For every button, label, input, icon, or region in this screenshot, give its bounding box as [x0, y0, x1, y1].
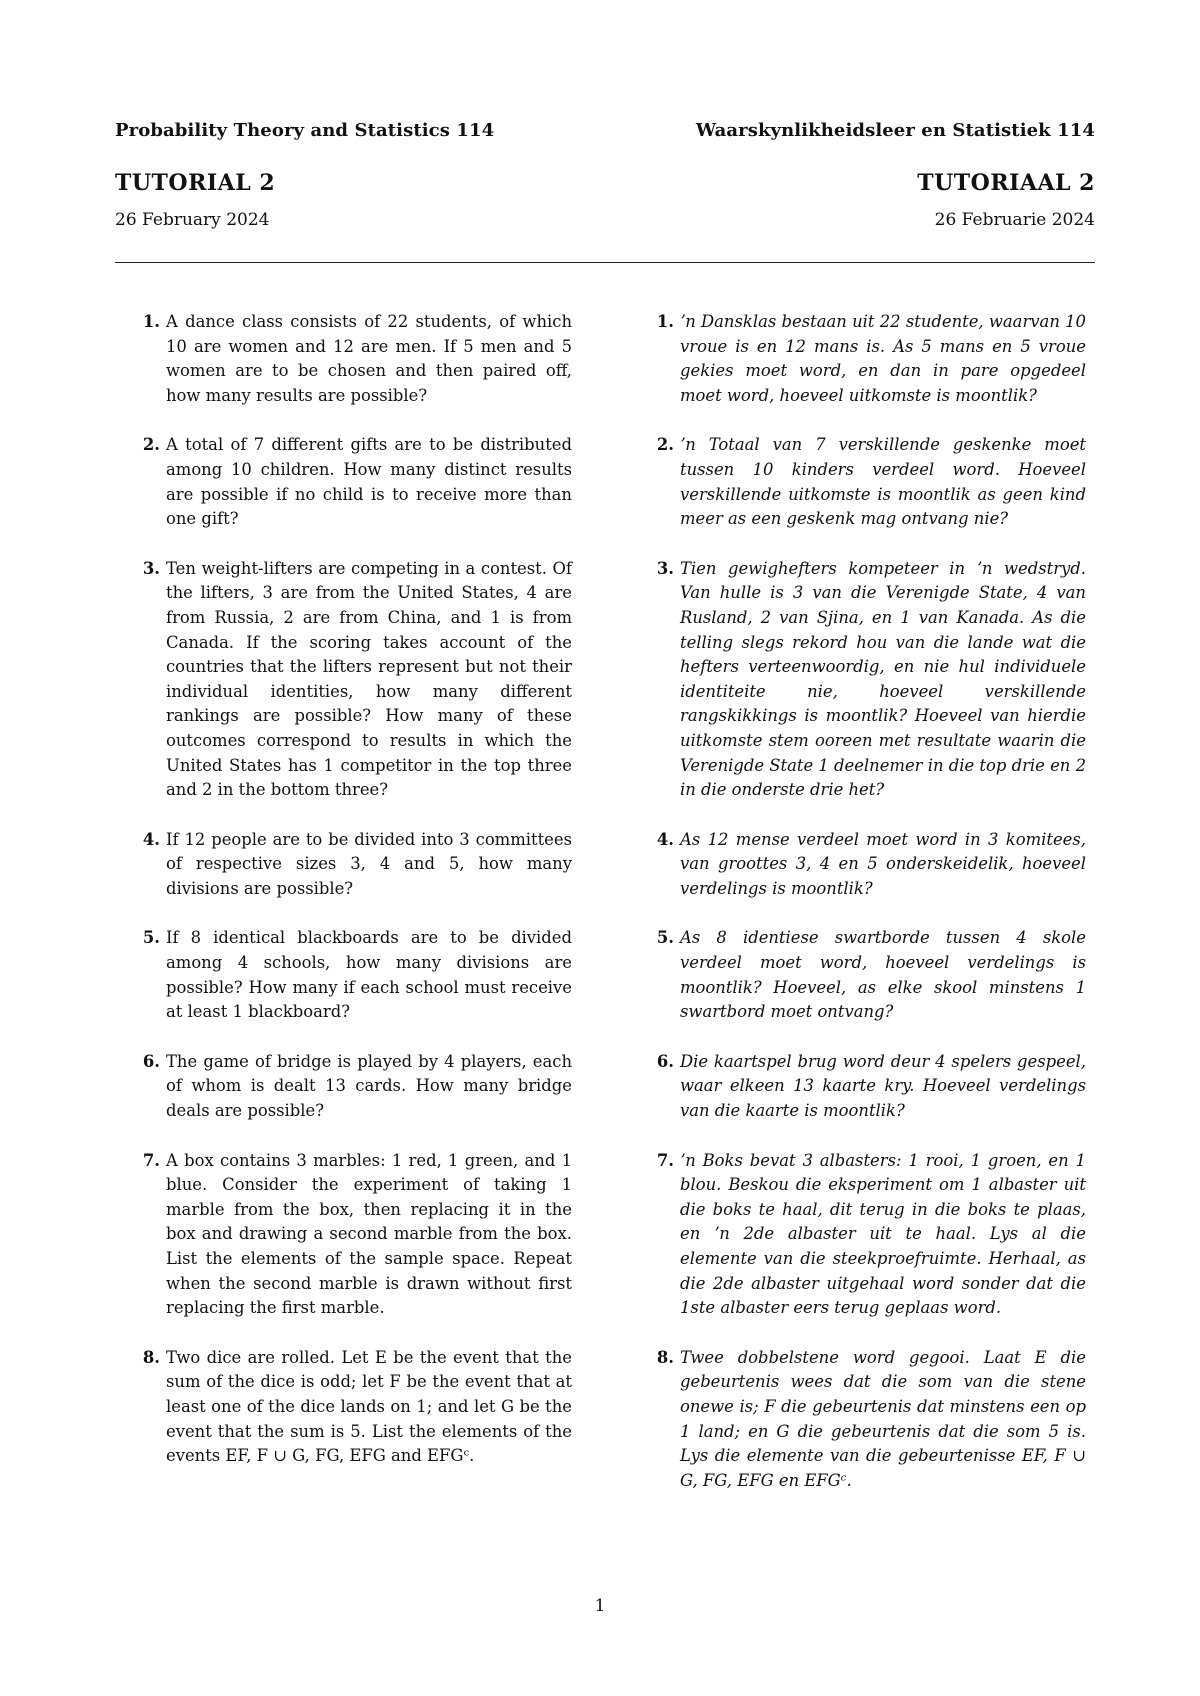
question-text: Tien gewighefters kompeteer in ʼn wedstryd. Van hulle is 3 van die Verenigde State, 4 van Rusland, 2 van Sjina, en 1 van Kanada. As die telling slegs rekord hou van die lande wat die hefters verteenwoordig, en nie hul individuele identiteite nie, hoeveel verskillende rangskikkings is moontlik? Hoeveel van hierdie uitkomste stem ooreen met resultate waarin die Verenigde State 1 deelnemer in die top drie en 2 in die onderste drie het? [680, 558, 1086, 800]
question-number: 8. [656, 1347, 674, 1367]
question-text: ʼn Totaal van 7 verskillende geskenke moet tussen 10 kinders verdeel word. Hoeveel verskillende uitkomste is moontlik as geen kind meer as een geskenk mag ontvang nie? [680, 435, 1086, 529]
course-title-en: Probability Theory and Statistics 114 [115, 120, 495, 141]
question-item [132, 1149, 572, 1321]
question-number: 7. [656, 1150, 674, 1170]
question-number: 5. [656, 928, 674, 948]
course-title-af: Waarskynlikheidsleer en Statistiek 114 [695, 120, 1095, 141]
question-item [646, 557, 1086, 803]
question-number: 3. [656, 558, 674, 578]
question-number: 6. [656, 1051, 674, 1071]
question-item [646, 1346, 1086, 1494]
question-item [646, 926, 1086, 1024]
question-text: If 8 identical blackboards are to be divided among 4 schools, how many divisions are possible? How many if each school must receive at least 1 blackboard? [166, 928, 572, 1022]
question-text: A box contains 3 marbles: 1 red, 1 green, and 1 blue. Consider the experiment of taking 1 marble from the box, then replacing it in the box and drawing a second marble from the box. List the elements of the sample space. Repeat when the second marble is drawn without first replacing the first marble. [166, 1150, 572, 1318]
question-text: A total of 7 different gifts are to be distributed among 10 children. How many distinct results are possible if no child is to receive more than one gift? [166, 435, 572, 529]
course-header [115, 120, 1095, 141]
question-text: As 12 mense verdeel moet word in 3 komitees, van groottes 3, 4 en 5 onderskeidelik, hoeveel verdelings is moontlik? [680, 829, 1086, 898]
tutorial-title-row [115, 170, 1095, 196]
question-item [132, 926, 572, 1024]
question-item [132, 1346, 572, 1469]
question-number: 5. [142, 928, 160, 948]
question-number: 2. [656, 435, 674, 455]
question-text: ʼn Dansklas bestaan uit 22 studente, waarvan 10 vroue is en 12 mans is. As 5 mans en 5 vroue gekies moet word, en dan in pare opgedeel moet word, hoeveel uitkomste is moontlik? [680, 312, 1086, 405]
date-af: 26 Februarie 2024 [934, 210, 1095, 230]
date-en: 26 February 2024 [115, 210, 270, 230]
question-item [646, 1149, 1086, 1321]
question-text: Die kaartspel brug word deur 4 spelers gespeel, waar elkeen 13 kaarte kry. Hoeveel verdelings van die kaarte is moontlik? [680, 1051, 1086, 1121]
question-item [646, 828, 1086, 902]
question-item [132, 433, 572, 531]
question-number: 3. [142, 558, 160, 578]
question-number: 4. [656, 829, 674, 849]
question-number: 8. [142, 1347, 160, 1367]
questions-column-afrikaans [646, 310, 1086, 1493]
page-number: 1 [594, 1596, 606, 1616]
question-item [132, 557, 572, 803]
tutorial-title-en: TUTORIAL 2 [115, 170, 276, 196]
question-text: As 8 identiese swartborde tussen 4 skole verdeel moet word, hoeveel verdelings is moontlik? Hoeveel, as elke skool minstens 1 swartbord moet ontvang? [680, 928, 1086, 1022]
question-number: 4. [142, 829, 160, 849]
questions-column-english [132, 310, 572, 1469]
question-text: Twee dobbelstene word gegooi. Laat E die gebeurtenis wees dat die som van die stene onewe is; F die gebeurtenis dat minstens een op 1 land; en G die gebeurtenis dat die som 5 is. Lys die elemente van die gebeurtenisse EF, F ∪ G, FG, EFG en EFGᶜ. [680, 1347, 1086, 1490]
question-number: 6. [142, 1051, 160, 1071]
question-number: 2. [142, 435, 160, 455]
question-text: Ten weight-lifters are competing in a contest. Of the lifters, 3 are from the United States, 4 are from Russia, 2 are from China, and 1 is from Canada. If the scoring takes account of the countries that the lifters represent but not their individual identities, how many different rankings are possible? How many of these outcomes correspond to results in which the United States has 1 competitor in the top three and 2 in the bottom three? [166, 558, 572, 800]
question-item [132, 828, 572, 902]
question-text: Two dice are rolled. Let E be the event that the sum of the dice is odd; let F be the event that at least one of the dice lands on 1; and let G be the event that the sum is 5. List the elements of the events EF, F ∪ G, FG, EFG and EFGᶜ. [166, 1347, 572, 1466]
question-text: ʼn Boks bevat 3 albasters: 1 rooi, 1 groen, en 1 blou. Beskou die eksperiment om 1 albaster uit die boks te haal, dit terug in die boks te plaas, en ʼn 2de albaster uit te haal. Lys al die elemente van die steekproefruimte. Herhaal, as die 2de albaster uitgehaal word sonder dat die 1ste albaster eers terug geplaas word. [680, 1150, 1086, 1318]
header-divider [115, 262, 1095, 263]
question-number: 1. [656, 312, 674, 331]
date-row [115, 210, 1095, 230]
question-number: 1. [142, 312, 160, 331]
question-item [132, 1050, 572, 1124]
question-text: The game of bridge is played by 4 players, each of whom is dealt 13 cards. How many bridge deals are possible? [166, 1051, 572, 1121]
question-item [132, 310, 572, 408]
question-text: If 12 people are to be divided into 3 committees of respective sizes 3, 4 and 5, how many divisions are possible? [166, 829, 572, 898]
question-text: A dance class consists of 22 students, of which 10 are women and 12 are men. If 5 men and 5 women are to be chosen and then paired off, how many results are possible? [166, 312, 572, 405]
tutorial-title-af: TUTORIAAL 2 [917, 170, 1095, 196]
question-item [646, 310, 1086, 408]
question-number: 7. [142, 1150, 160, 1170]
question-item [646, 433, 1086, 531]
question-item [646, 1050, 1086, 1124]
